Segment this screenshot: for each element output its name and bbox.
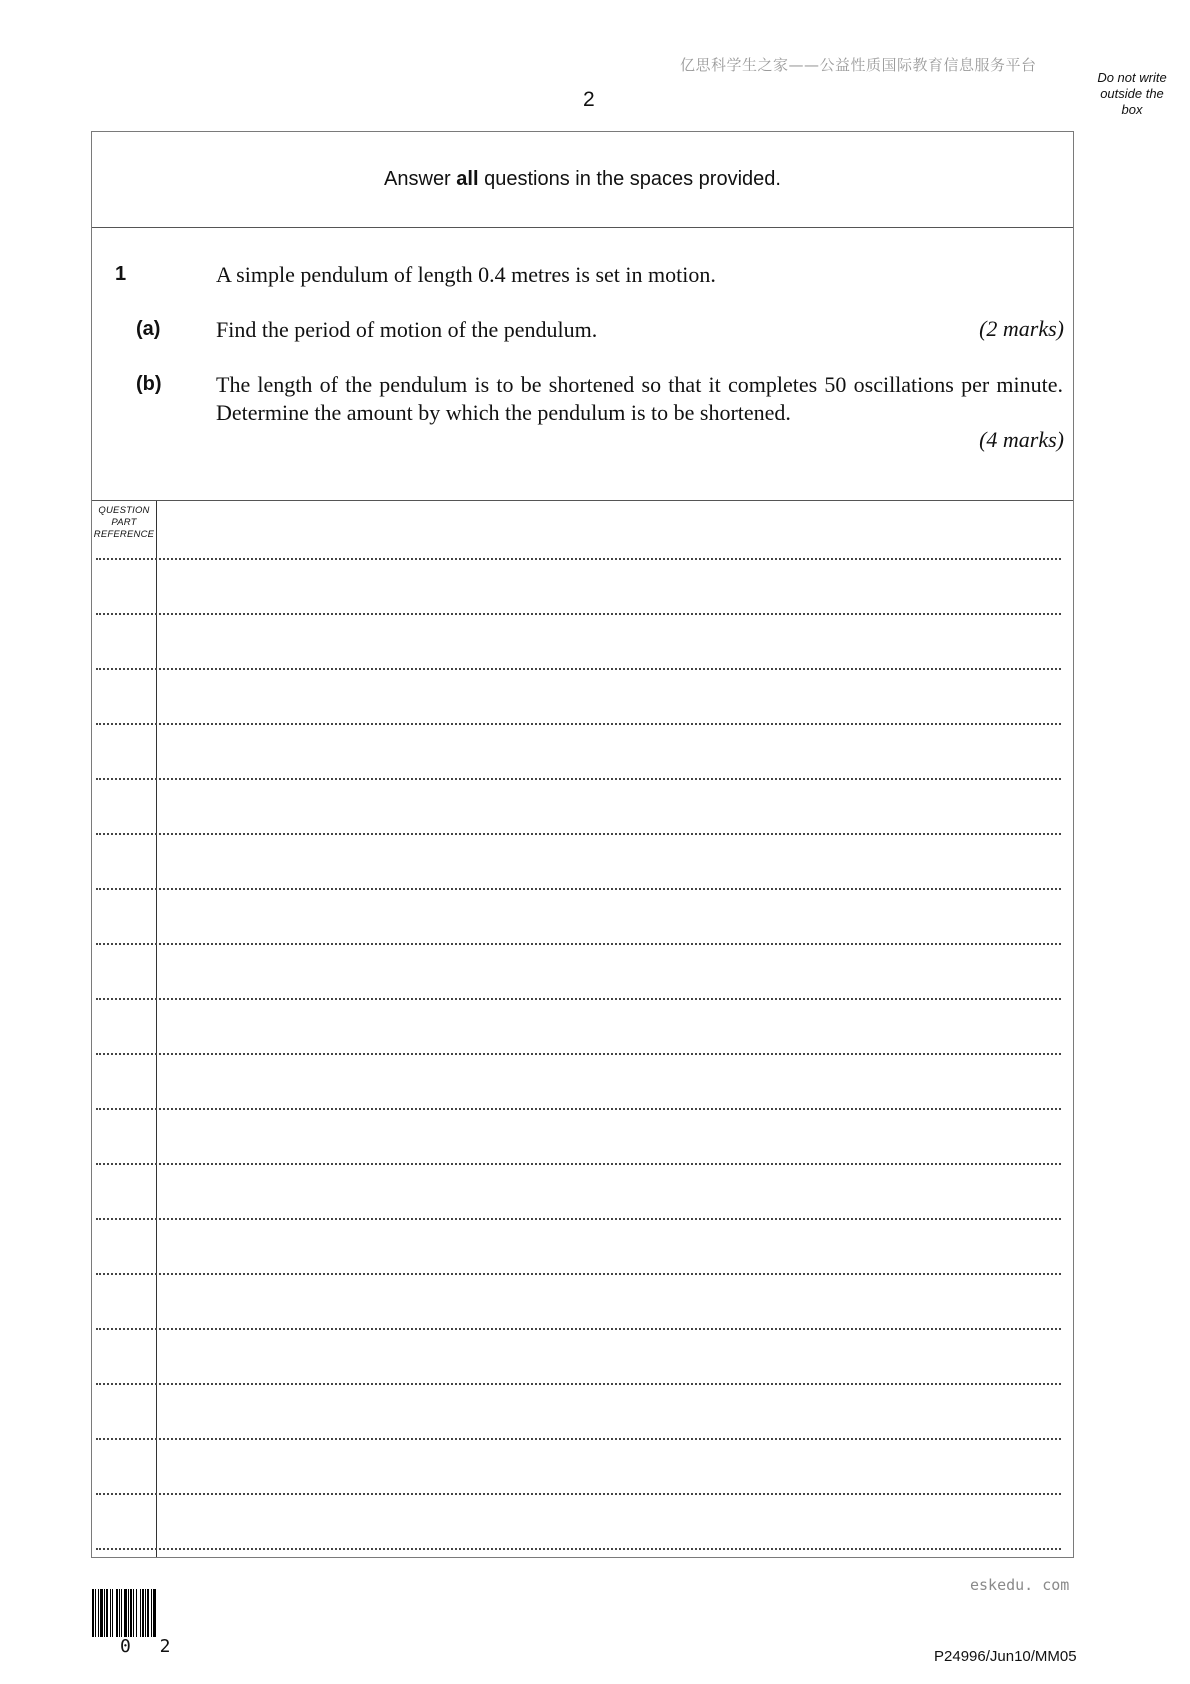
answer-area[interactable] bbox=[92, 501, 1073, 1557]
answer-line[interactable] bbox=[96, 1273, 1061, 1275]
instruction-text bbox=[92, 168, 1073, 191]
part-b-marks: (4 marks) bbox=[979, 427, 1064, 452]
answer-line[interactable] bbox=[96, 1548, 1061, 1550]
question-part-reference-label bbox=[92, 505, 156, 541]
barcode-bar bbox=[153, 1589, 156, 1637]
answer-line[interactable] bbox=[96, 723, 1061, 725]
margin-note-line: box bbox=[1121, 102, 1143, 117]
question-block bbox=[92, 228, 1073, 501]
answer-line[interactable] bbox=[96, 833, 1061, 835]
barcode-bar bbox=[142, 1589, 144, 1637]
instruction-suffix: questions in the spaces provided. bbox=[478, 168, 781, 190]
barcode-bar bbox=[124, 1589, 127, 1637]
answer-line[interactable] bbox=[96, 888, 1061, 890]
answer-line[interactable] bbox=[96, 1383, 1061, 1385]
answer-line[interactable] bbox=[96, 1438, 1061, 1440]
barcode-bar bbox=[116, 1589, 118, 1637]
part-a-label: (a) bbox=[136, 318, 161, 340]
paper-code: P24996/Jun10/MM05 bbox=[934, 1648, 1077, 1665]
barcode-bar bbox=[100, 1589, 103, 1637]
site-watermark: eskedu. com bbox=[970, 1576, 1070, 1594]
barcode-bar bbox=[151, 1589, 152, 1637]
answer-line[interactable] bbox=[96, 1053, 1061, 1055]
barcode-bar bbox=[145, 1589, 146, 1637]
part-b-text: The length of the pendulum is to be shortened so that it completes 50 oscillations per minute. Determine the amount by which the pendulum is to be shortened. bbox=[216, 372, 1063, 425]
answer-line[interactable] bbox=[96, 668, 1061, 670]
barcode-bar bbox=[140, 1589, 141, 1637]
margin-note-line: outside the bbox=[1100, 86, 1164, 101]
answer-line[interactable] bbox=[96, 613, 1061, 615]
answer-line[interactable] bbox=[96, 998, 1061, 1000]
barcode-bar bbox=[121, 1589, 122, 1637]
answer-line[interactable] bbox=[96, 943, 1061, 945]
reference-label-line: REFERENCE bbox=[93, 529, 155, 540]
watermark-text: 亿思科学生之家——公益性质国际教育信息服务平台 bbox=[680, 56, 1037, 74]
page-number: 2 bbox=[583, 88, 595, 111]
answer-line[interactable] bbox=[96, 1218, 1061, 1220]
answer-line[interactable] bbox=[96, 558, 1061, 560]
barcode-bar bbox=[128, 1589, 129, 1637]
barcode-bar bbox=[92, 1589, 94, 1637]
instruction-emphasis: all bbox=[456, 168, 479, 190]
question-number: 1 bbox=[115, 263, 127, 285]
barcode-bar bbox=[130, 1589, 132, 1637]
answer-box-frame bbox=[91, 131, 1074, 1558]
barcode-bar bbox=[147, 1589, 149, 1637]
answer-line[interactable] bbox=[96, 1163, 1061, 1165]
instruction-prefix: Answer bbox=[384, 168, 457, 190]
answer-line[interactable] bbox=[96, 1108, 1061, 1110]
barcode-bar bbox=[112, 1589, 113, 1637]
reference-label-line: QUESTION bbox=[98, 505, 150, 516]
answer-line[interactable] bbox=[96, 1493, 1061, 1495]
barcode-bar bbox=[119, 1589, 120, 1637]
barcode-bar bbox=[110, 1589, 111, 1637]
barcode-bar bbox=[104, 1589, 105, 1637]
barcode-digits: 0 2 bbox=[120, 1636, 180, 1657]
barcode-bar bbox=[106, 1589, 108, 1637]
reference-column-divider bbox=[156, 501, 157, 1557]
answer-line[interactable] bbox=[96, 778, 1061, 780]
part-b-label: (b) bbox=[136, 373, 162, 395]
reference-label-line: PART bbox=[111, 517, 137, 528]
barcode-bar bbox=[98, 1589, 99, 1637]
part-a-marks: (2 marks) bbox=[979, 316, 1064, 341]
margin-note-line: Do not write bbox=[1097, 70, 1167, 85]
barcode-bar bbox=[133, 1589, 134, 1637]
barcode-image bbox=[92, 1589, 194, 1637]
margin-note bbox=[1088, 70, 1176, 118]
part-a-text: Find the period of motion of the pendulum. bbox=[216, 317, 598, 342]
answer-line[interactable] bbox=[96, 1328, 1061, 1330]
barcode-bar bbox=[95, 1589, 96, 1637]
instruction-row bbox=[92, 132, 1073, 228]
question-stem: A simple pendulum of length 0.4 metres is set in motion. bbox=[216, 262, 716, 287]
barcode-bar bbox=[136, 1589, 137, 1637]
